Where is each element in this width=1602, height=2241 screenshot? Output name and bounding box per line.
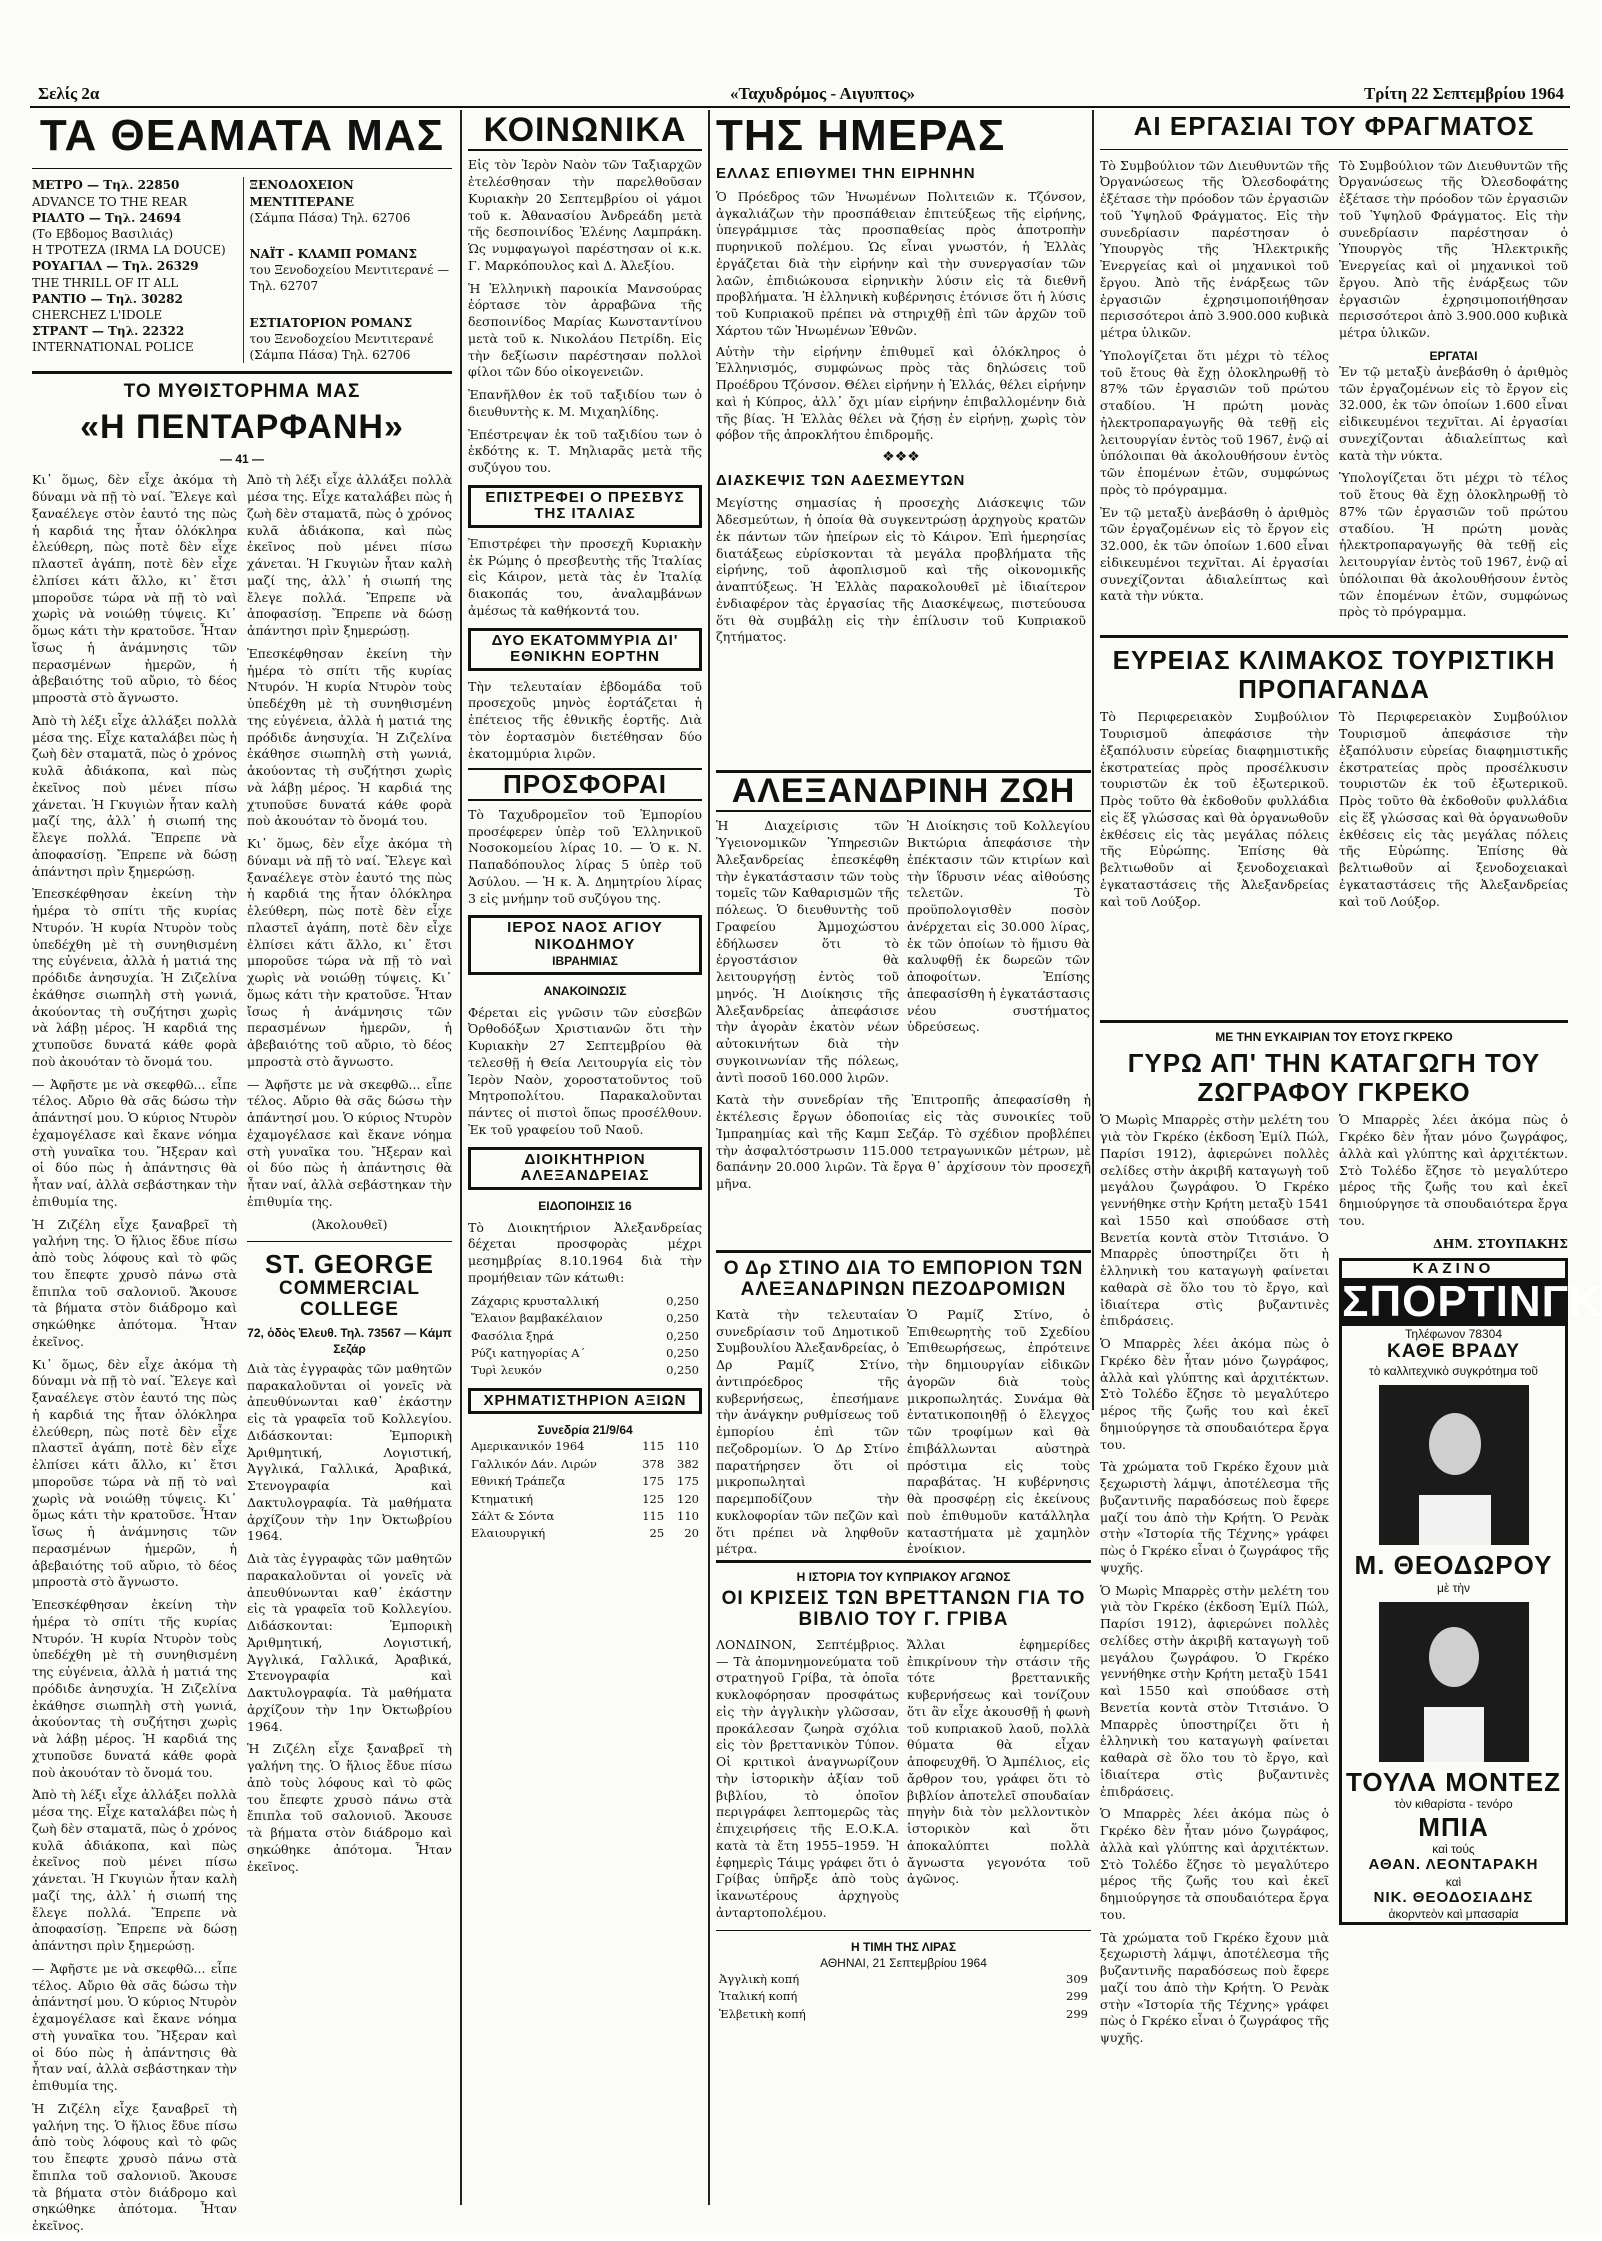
- greco-text: Ὁ Μπαρρὲς λέει ἀκόμα πὼς ὁ Γκρέκο δὲν ἦταν μόνο ζωγράφος, ἀλλὰ καὶ γλύπτης καὶ ἀρχιτέκτων. Στὸ Τολέδο ἔζησε τὸ μεγαλύτερο μέρος τῆς ζωῆς του καὶ ἐκεῖ δημιούργησε τὰ σπουδαιότερα ἔργα του.: [1100, 1336, 1329, 1452]
- greco-signature: ΔΗΜ. ΣΤΟΥΠΑΚΗΣ: [1432, 1235, 1568, 1251]
- column-rule: [1092, 110, 1094, 1410]
- novel-body: [32, 472, 452, 2241]
- greco-text: Τὰ χρώματα τοῦ Γκρέκο ἔχουν μιὰ ξεχωριστὴ λάμψι, ἀποτέλεσμα τῆς βυζαντινῆς παραδόσεως ποὺ ἔφερε μαζί του ἀπὸ τὴν Κρήτη. Ὁ Ρενὰκ στὴν «Ἱστορία τῆς Τέχνης» γράφει πὼς ὁ Γκρέκο εἶναι ὁ ζωγράφος τῆς ψυχῆς.: [1100, 1459, 1329, 1575]
- greco-title: ΓΥΡΩ ΑΠ' ΤΗΝ ΚΑΤΑΓΩΓΗ ΤΟΥ ΖΩΓΡΑΦΟΥ ΓΚΡΕΚΟ: [1127, 1048, 1541, 1107]
- casino-singer-desc: τὸν κιθαρίστα - τενόρο: [1394, 1797, 1513, 1812]
- tourism-text: Τὸ Περιφερειακὸν Συμβούλιον Τουρισμοῦ ἀπεφάσισε τὴν ἐξαπόλυσιν εὐρείας διαφημιστικῆς ἐκστρατείας πρὸς προσέλκυσιν τουριστῶν ἐκ τοῦ ἐξωτερικοῦ. Πρὸς τοῦτο θὰ ἐκδοθοῦν φυλλάδια εἰς ἕξ γλώσσας καὶ θὰ ὀργανωθοῦν ἐκθέσεις εἰς τὰς μεγάλας πόλεις τῆς Εὐρώπης. Ἐπίσης θὰ βελτιωθοῦν αἱ ξενοδοχειακαὶ ἐγκαταστάσεις τῆς Ἀλεξανδρείας καὶ τοῦ Λούξορ.: [1100, 709, 1329, 909]
- novel-paragraph: Ἐπεσκέφθησαν ἐκείνη τὴν ἡμέρα τὸ σπίτι τῆς κυρίας Ντυρόν. Ἡ κυρία Ντυρὸν τοὺς ὑπεδέχθη μὲ τὴ συνηθισμένη της εὐγένεια, ἀλλὰ ἡ ματιά της πρόδιδε ἀνησυχία. Ἡ Ζιζελίνα ἐκάθησε σιωπηλὴ στὴ γωνιά, ἀκούοντας τὴ συζήτησι χωρὶς νὰ λάβῃ μέρος. Ἡ καρδιά της χτυποῦσε δυνατά κάθε φορὰ ποὺ ἀκουόταν τὸ ὄνομά του.: [247, 645, 452, 829]
- stock-table: [468, 1438, 702, 1542]
- casino-musician: ΝΙΚ. ΘΕΟΔΟΣΙΑΔΗΣ: [1373, 1888, 1534, 1906]
- greco-col-b: [1339, 1112, 1602, 2053]
- dam-col-a: [1100, 158, 1329, 628]
- nonaligned-text: Μεγίστης σημασίας ἡ προσεχὴς Διάσκεψις τῶν Ἀδεσμεύτων, ἡ ὁποία θὰ συγκεντρώσῃ ἀρχηγοὺς κρατῶν ἐκ πάντων τῶν ἠπείρων εἰς τὸ Κάιρον. Ἐπὶ ἡμερησίας διατάξεως εὑρίσκονται τὰ μεγάλα προβλήματα τῆς εἰρήνης, τοῦ ἀφοπλισμοῦ καὶ τῆς οἰκονομικῆς ἀναπτύξεως. Ἡ Ἑλλὰς παρακολουθεῖ μὲ ἰδιαίτερον ἐνδιαφέρον τὰς ἐργασίας τῆς Διασκέψεως, πιστεύουσα ὅτι θὰ συμβάλῃ εἰς τὴν ἐπίλυσιν τοῦ Κυπριακοῦ ζητήματος.: [716, 495, 1086, 645]
- peace-headline: ΕΛΛΑΣ ΕΠΙΘΥΜΕΙ ΤΗΝ ΕΙΡΗΝΗΝ: [716, 165, 976, 183]
- venue-info: του Ξενοδοχείου Μεντιτερανέ — Τηλ. 62707: [249, 263, 450, 294]
- venue-info: του Ξενοδοχείου Μεντιτερανέ (Σάμπα Πάσα) Τηλ. 62706: [249, 331, 434, 362]
- tender-price-table: [468, 1293, 702, 1380]
- koinonika-title: ΚΟΙΝΩΝΙΚΑ: [468, 112, 702, 151]
- section-ornament: ❖❖❖: [882, 449, 920, 466]
- national-day-text: Τὴν τελευταίαν ἑβδομάδα τοῦ προσεχοῦς μηνὸς ἑορτάζεται ἡ ἐπέτειος τῆς ἐθνικῆς ἑορτῆς. Διὰ τὸν ἑορτασμὸν διετέθησαν δύο ἑκατομμύρια λιρῶν.: [468, 678, 702, 761]
- novel-paragraph: — Ἀφῆστε με νὰ σκεφθῶ... εἶπε τέλος. Αὔριο θὰ σᾶς δώσω τὴν ἀπάντησί μου. Ὁ κύριος Ντυρὸν ἐχαμογέλασε καὶ ἔκανε νόημα στὴ γυναῖκα του. Ἤξεραν καὶ οἱ δύο πὼς ἡ ἀπάντησις θὰ ἦταν ναί, ἀλλὰ σεβάστηκαν τὴν ἐπιθυμία της.: [32, 1960, 237, 2094]
- nikodimos-announcement: ΑΝΑΚΟΙΝΩΣΙΣ: [543, 983, 627, 998]
- tourism-body: [1100, 709, 1568, 910]
- casino-musician-desc: ἀκορντεὸν καὶ μπασαρία: [1388, 1907, 1519, 1922]
- koinonika-column: [468, 112, 702, 2202]
- lira-date: ΑΘΗΝΑΙ, 21 Σεπτεμβρίου 1964: [820, 1955, 987, 1970]
- table-row: Εθνική Τράπεζα 175 175: [471, 1474, 699, 1489]
- stock-exchange-session: Συνεδρία 21/9/64: [537, 1423, 633, 1438]
- table-row: Τυρὶ λευκόν 0,250: [471, 1363, 699, 1378]
- cyprus-text: Ἄλλαι ἐφημερίδες ἐπικρίνουν τὴν στάσιν τῆς τότε βρεττανικῆς κυβερνήσεως καὶ τονίζουν ὅτι ἂν εἶχε ἀκουσθῇ ἡ φωνὴ τοῦ κυπριακοῦ λαοῦ, πολλὰ θύματα θὰ εἶχαν ἀποφευχθῆ. Ὁ Ἀμπέλιος, εἰς ἄρθρον του, γράφει ὅτι τὸ βιβλίον ἀποτελεῖ σπουδαίαν πηγὴν διὰ τὸν μελλοντικὸν ἱστορικὸν καὶ ὅτι ἀποκαλύπτει πολλὰ ἄγνωστα γεγονότα τοῦ ἀγῶνος.: [907, 1636, 1090, 1887]
- lira-table: [716, 1971, 1091, 2023]
- cinema-venue: ΡΙΑΛΤΟ — Τηλ. 24694: [32, 210, 182, 225]
- stock-exchange-title: ΧΡΗΜΑΤΙΣΤΗΡΙΟΝ ΑΞΙΩΝ: [468, 1388, 702, 1415]
- italy-ambassador-text: Ἐπιστρέφει τὴν προσεχῆ Κυριακὴν ἐκ Ρώμης ὁ πρεσβευτὴς τῆς Ἰταλίας εἰς Κάιρον, μετὰ τὰς ἐν Ἰταλίᾳ διακοπάς του, ἀναλαμβάνων ἀμέσως τὰ καθήκοντά του.: [468, 535, 702, 618]
- greco-text: Ὁ Μωρὶς Μπαρρὲς στὴν μελέτη του γιὰ τὸν Γκρέκο (ἐκδοση Ἐμίλ Πώλ, Παρίσι 1912), ἀφιερώνει πολλὲς σελίδες στὴν ἀκριβῆ καταγωγὴ τοῦ μεγάλου ζωγράφου. Ὁ Γκρέκο γεννήθηκε στὴν Κρήτη μεταξὺ 1541 καὶ 1550 καὶ σπούδασε στὴ Βενετία κοντὰ στὸν Τιτσιάνο. Ὁ Μπαρρὲς ὑποστηρίζει ὅτι ἡ ἑλληνικὴ του καταγωγὴ φαίνεται καθαρὰ σὲ ὅλο του τὸ ἔργο, καὶ ἰδιαίτερα στὶς βυζαντινὲς ἐπιδράσεις.: [1100, 1112, 1329, 1329]
- dam-body: [1100, 158, 1568, 628]
- novel-paragraph: Ἡ Ζιζέλη εἶχε ξαναβρεῖ τὴ γαλήνη της. Ὁ ἥλιος ἔδυε πίσω ἀπὸ τοὺς λόφους καὶ τὸ φῶς του ἔπεφτε χρυσὸ πάνω στὰ ἔπιπλα τοῦ σαλονιοῦ. Ἄκουσε τὰ βήματα στὸν διάδρομο καὶ σηκώθηκε ἀπότομα. Ἦταν ἐκεῖνος.: [32, 2100, 237, 2234]
- singer-photo: [1379, 1602, 1529, 1762]
- cinema-venue: ΣΤΡΑΝΤ — Τηλ. 22322: [32, 324, 185, 339]
- stgeorge-title: ST. GEORGE: [265, 1249, 434, 1280]
- dam-column: [1100, 112, 1568, 1012]
- dam-text: Ὑπολογίζεται ὅτι μέχρι τὸ τέλος τοῦ ἔτους θὰ ἔχῃ ὁλοκληρωθῇ τὸ 87% τῶν ἐργασιῶν τοῦ πρώτου σταδίου. Ἡ πρώτη μονὰς ἠλεκτροπαραγωγῆς θὰ τεθῇ εἰς λειτουργίαν ἐντὸς τοῦ 1967, ἐνῷ αἱ ὑπόλοιπαι θὰ ἀκολουθήσουν ἐντὸς τῶν ἑπομένων ἐτῶν, συμφώνως πρὸς τὸ πρόγραμμα.: [1339, 470, 1568, 620]
- cinema-film: Η ΤΡΟΤΕΖΑ (IRMA LA DOUCE): [32, 243, 226, 258]
- stino-text: Κατὰ τὴν τελευταίαν συνεδρίασιν τοῦ Δημοτικοῦ Συμβουλίου Ἀλεξανδρείας, ὁ Δρ Ραμίζ Στίνο, ἀντιπρόεδρος τῆς κυβερνήσεως, ἐπεσήμανε τὴν ἀνάγκην ρυθμίσεως τοῦ ἐμπορίου ἐπὶ τῶν πεζοδρομίων. Ὁ Δρ Στίνο παρατήρησεν ὅτι οἱ μικροπωληταὶ παρεμποδίζουν τὴν κυκλοφορίαν τῶν πεζῶν καὶ ὅτι πρέπει νὰ ληφθοῦν μέτρα.: [716, 1306, 899, 1557]
- administration-text: Τὸ Διοικητήριον Ἀλεξανδρείας δέχεται προσφορὰς μέχρι μεσημβρίας 8.10.1964 διὰ τὴν προμήθειαν τῶν κάτωθι:: [468, 1219, 702, 1285]
- greco-text: Ὁ Μπαρρὲς λέει ἀκόμα πὼς ὁ Γκρέκο δὲν ἦταν μόνο ζωγράφος, ἀλλὰ καὶ γλύπτης καὶ ἀρχιτέκτων. Στὸ Τολέδο ἔζησε τὸ μεγαλύτερο μέρος τῆς ζωῆς του καὶ ἐκεῖ δημιούργησε τὰ σπουδαιότερα ἔργα του.: [1339, 1112, 1568, 1228]
- cinema-film: (Το Εβδομος Βασιλιάς): [32, 226, 174, 241]
- alex-life-section: [716, 770, 1091, 1240]
- novel-paragraph: Ἀπὸ τὴ λέξι εἶχε ἀλλάξει πολλὰ μέσα της. Εἶχε καταλάβει πὼς ἡ ζωὴ δὲν σταματᾶ, πὼς ὁ χρόνος κυλᾶ ἀδιάκοπα, καὶ πὼς ἐκεῖνος ποὺ μένει πίσω χάνεται. Ἡ Γκυγιὼν ἦταν καλὴ μαζί της, ἀλλ᾿ ἡ σιωπή της ἔλεγε πολλά. Ἔπρεπε νὰ ἀποφασίσῃ. Ἔπρεπε νὰ δώσῃ ἀπάντησι πρὶν ξημερώσῃ.: [247, 472, 452, 639]
- dam-workers-subhead: ΕΡΓΑΤΑΙ: [1429, 348, 1478, 363]
- novel-kicker: ΤΟ ΜΥΘΙΣΤΟΡΗΜΑ ΜΑΣ: [123, 381, 361, 403]
- novel-continued: (Ἀκολουθεῖ): [311, 1216, 388, 1232]
- stgeorge-address: 72, ὁδὸς Ἐλευθ. Τηλ. 73567 — Κάμπ Σεζάρ: [247, 1325, 452, 1356]
- alex-life-body: [716, 818, 1091, 1086]
- issue-date: Τρίτη 22 Σεπτεμβρίου 1964: [1363, 84, 1564, 103]
- national-day-title: ΔΥΟ ΕΚΑΤΟΜΜΥΡΙΑ ΔΙ' ΕΘΝΙΚΗΝ ΕΟΡΤΗΝ: [468, 628, 702, 671]
- dam-text: Ἐν τῷ μεταξὺ ἀνεβάσθη ὁ ἀριθμὸς τῶν ἐργαζομένων εἰς τὸ ἔργον εἰς 32.000, ἐκ τῶν ὁποίων 1.600 εἶναι εἰδικευμένοι τεχνῖται. Αἱ ἐργασίαι συνεχίζονται ἀδιαλείπτως καὶ κατὰ τὴν νύκτα.: [1339, 363, 1568, 463]
- page-number: Σελίς 2α: [38, 84, 100, 103]
- table-row: Ἀγγλικὴ κοπή 309: [719, 1971, 1088, 1986]
- greco-kicker: ΜΕ ΤΗΝ ΕΥΚΑΙΡΙΑΝ ΤΟΥ ΕΤΟΥΣ ΓΚΡΕΚΟ: [1100, 1020, 1568, 1045]
- stgeorge-subtitle: COMMERCIAL COLLEGE: [279, 1277, 420, 1320]
- alex-life-text: Ἡ Διοίκησις τοῦ Κολλεγίου Βικτώρια ἀπεφάσισε τὴν ἐπέκτασιν τῶν κτιρίων καὶ τὴν ἵδρυσιν νέας αἰθούσης τελετῶν. Τὸ προϋπολογισθὲν ποσὸν ἀνέρχεται εἰς 30.000 λίρας, ἐκ τῶν ὁποίων τὸ ἥμισυ θὰ καλυφθῇ ἐκ δωρεῶν τῶν ἀποφοίτων. Ἐπίσης ἀπεφασίσθη ἡ ἐγκατάστασις νέου συστήματος ὑδρεύσεως.: [907, 818, 1090, 1035]
- cinema-venue: ΡΑΝΤΙΟ — Τηλ. 30282: [32, 291, 183, 306]
- casino-and: καὶ: [1445, 1874, 1462, 1889]
- table-row: Ελαιουργική 25 20: [471, 1526, 699, 1541]
- greco-col-a: [1100, 1112, 1329, 2053]
- venue-name: ΕΣΤΙΑΤΟΡΙΟΝ ΡΟΜΑΝΣ: [249, 315, 413, 330]
- table-row: Ἑλβετικὴ κοπή 299: [719, 2006, 1088, 2021]
- nikodimos-text: Φέρεται εἰς γνῶσιν τῶν εὐσεβῶν Ὀρθοδόξων Χριστιανῶν ὅτι τὴν Κυριακὴν 27 Σεπτεμβρίου θὰ τελεσθῇ ἡ Θεία Λειτουργία εἰς τὸν Ἱερὸν Ναὸν, χοροστατοῦντος τοῦ Μητροπολίτου. Παρακαλοῦνται πάντες οἱ πιστοὶ ὅπως προσέλθουν. Ἐκ τοῦ γραφείου τοῦ Ναοῦ.: [468, 1004, 702, 1137]
- novel-paragraph: Ἐπεσκέφθησαν ἐκείνη τὴν ἡμέρα τὸ σπίτι τῆς κυρίας Ντυρόν. Ἡ κυρία Ντυρὸν τοὺς ὑπεδέχθη μὲ τὴ συνηθισμένη της εὐγένεια, ἀλλὰ ἡ ματιά της πρόδιδε ἀνησυχία. Ἡ Ζιζελίνα ἐκάθησε σιωπηλὴ στὴ γωνιά, ἀκούοντας τὴ συζήτησι χωρὶς νὰ λάβῃ μέρος. Ἡ καρδιά της χτυποῦσε δυνατά κάθε φορὰ ποὺ ἀκουόταν τὸ ὄνομά του.: [32, 1597, 237, 1780]
- cinema-film: ADVANCE TO THE REAR: [32, 194, 188, 209]
- venue-list: [243, 177, 453, 363]
- table-row: Σάλτ & Σόντα 115 110: [471, 1508, 699, 1523]
- alex-life-title: ΑΛΕΞΑΝΔΡΙΝΗ ΖΩΗ: [716, 770, 1091, 812]
- administration-subtitle: ΕΙΔΟΠΟΙΗΣΙΣ 16: [538, 1198, 632, 1213]
- cinema-film: CHERCHEZ L'IDOLE: [32, 307, 163, 322]
- alex-life-text: Κατὰ τὴν συνεδρίαν τῆς Ἐπιτροπῆς ἀπεφασίσθη ἡ ἐκτέλεσις ἔργων ὀδοποιίας εἰς τὰς συνοικίες τοῦ Ἰμπραημίας καὶ τῆς Καμπ Σεζάρ. Τὸ σχέδιον προβλέπει τὴν ἀσφαλτόστρωσιν 115.000 τετραγωνικῶν μέτρων, μὲ δαπάνην 20.000 λιρῶν. Τὰ ἔργα θ᾿ ἀρχίσουν τὸν προσεχῆ μῆνα.: [716, 1092, 1091, 1192]
- table-row: Ζάχαρις κρυσταλλική 0,250: [471, 1293, 699, 1308]
- dam-text: Τὸ Συμβούλιον τῶν Διευθυντῶν τῆς Ὀργανώσεως τῆς Ὀλεσδοφάτης ἐξέτασε τὴν πρόοδον τῶν ἐργασιῶν τοῦ Ὑψηλοῦ Φράγματος. Εἰς τὴν συνεδρίασιν παρέστησαν ὁ Ὑπουργὸς τῆς Ἠλεκτρικῆς Ἐνεργείας καὶ οἱ μηχανικοὶ τοῦ ἔργου. Ἀπὸ τῆς ἐνάρξεως τῶν ἐργασιῶν ἐχρησιμοποιήθησαν περισσότεροι ἀπὸ 3.900.000 κυβικὰ μέτρα ὑλικῶν.: [1339, 157, 1568, 341]
- table-row: Ἔλαιον βαμβακέλαιον 0,250: [471, 1311, 699, 1326]
- table-row: Ἰταλική κοπή 299: [719, 1989, 1088, 2004]
- novel-paragraph: Ἀπὸ τὴ λέξι εἶχε ἀλλάξει πολλὰ μέσα της. Εἶχε καταλάβει πὼς ἡ ζωὴ δὲν σταματᾶ, πὼς ὁ χρόνος κυλᾶ ἀδιάκοπα, καὶ πὼς ἐκεῖνος ποὺ μένει πίσω χάνεται. Ἡ Γκυγιὼν ἦταν καλὴ μαζί της, ἀλλ᾿ ἡ σιωπή της ἔλεγε πολλά. Ἔπρεπε νὰ ἀποφασίσῃ. Ἔπρεπε νὰ δώσῃ ἀπάντησι πρὶν ξημερώσῃ.: [32, 1787, 237, 1954]
- spacer: [716, 762, 1091, 770]
- cinema-list: [32, 177, 235, 363]
- casino-artist: Μ. ΘΕΟΔΩΡΟΥ: [1354, 1550, 1553, 1581]
- cyprus-body: [716, 1637, 1091, 1922]
- dam-title: ΑΙ ΕΡΓΑΣΙΑΙ ΤΟΥ ΦΡΑΓΜΑΤΟΣ: [1133, 111, 1535, 141]
- venue-name: ΝΑΪΤ - ΚΛΑΜΠ ΡΟΜΑΝΣ: [249, 246, 418, 261]
- prosfores-title: ΠΡΟΣΦΟΡΑΙ: [468, 768, 702, 801]
- casino-tel: Τηλέφωνον 78304: [1404, 1327, 1502, 1342]
- casino-musician: ΑΘΑΝ. ΛΕΟΝΤΑΡΑΚΗ: [1368, 1856, 1539, 1874]
- cyprus-title: ΟΙ ΚΡΙΣΕΙΣ ΤΩΝ ΒΡΕΤΤΑΝΩΝ ΓΙΑ ΤΟ ΒΙΒΛΙΟ ΤΟΥ Γ. ΓΡΙΒΑ: [721, 1588, 1086, 1630]
- dam-text: Ὑπολογίζεται ὅτι μέχρι τὸ τέλος τοῦ ἔτους θὰ ἔχῃ ὁλοκληρωθῇ τὸ 87% τῶν ἐργασιῶν τοῦ πρώτου σταδίου. Ἡ πρώτη μονὰς ἠλεκτροπαραγωγῆς θὰ τεθῇ εἰς λειτουργίαν ἐντὸς τοῦ 1967, ἐνῷ αἱ ὑπόλοιπαι θὰ ἀκολουθήσουν ἐντὸς τῶν ἑπομένων ἐτῶν, συμφώνως πρὸς τὸ πρόγραμμα.: [1100, 347, 1329, 497]
- dam-col-b: [1339, 158, 1568, 628]
- dam-text: Τὸ Συμβούλιον τῶν Διευθυντῶν τῆς Ὀργανώσεως τῆς Ὀλεσδοφάτης ἐξέτασε τὴν πρόοδον τῶν ἐργασιῶν τοῦ Ὑψηλοῦ Φράγματος. Εἰς τὴν συνεδρίασιν παρέστησαν ὁ Ὑπουργὸς τῆς Ἠλεκτρικῆς Ἐνεργείας καὶ οἱ μηχανικοὶ τοῦ ἔργου. Ἀπὸ τῆς ἐνάρξεως τῶν ἐργασιῶν ἐχρησιμοποιήθησαν περισσότεροι ἀπὸ 3.900.000 κυβικὰ μέτρα ὑλικῶν.: [1100, 157, 1329, 341]
- novel-paragraph: Ἡ Ζιζέλη εἶχε ξαναβρεῖ τὴ γαλήνη της. Ὁ ἥλιος ἔδυε πίσω ἀπὸ τοὺς λόφους καὶ τὸ φῶς του ἔπεφτε χρυσὸ πάνω στὰ ἔπιπλα τοῦ σαλονιοῦ. Ἄκουσε τὰ βήματα στὸν διάδρομο καὶ σηκώθηκε ἀπότομα. Ἦταν ἐκεῖνος.: [247, 1741, 452, 1874]
- novel-paragraph: Κι᾿ ὅμως, δὲν εἶχε ἀκόμα τὴ δύναμι νὰ πῇ τὸ ναί. Ἔλεγε καὶ ξαναέλεγε στὸν ἑαυτό της πὼς ἡ καρδιά της ἦταν ὁλόκληρα ἐλεύθερη, πὼς ποτὲ δὲν εἶχε πλαστεῖ ἀγάπη, ποτὲ δὲν εἶχε ἐλπίσει κάτι ἄλλο, κι᾿ ἔτσι μποροῦσε τώρα νὰ πῇ τὸ ναὶ χωρὶς νὰ νοιώθῃ τύψεις. Κι᾿ ὅμως κάτι τὴν κρατοῦσε. Ἦταν ἴσως ἡ ἀνάμνησις τῶν περασμένων ἡμερῶν, ἡ ἀβεβαιότης τοῦ αὔριο, τὸ δέος μπροστὰ στὸ ἄγνωστο.: [247, 836, 452, 1069]
- cyprus-kicker: Η ΙΣΤΟΡΙΑ ΤΟΥ ΚΥΠΡΙΑΚΟΥ ΑΓΩΝΟΣ: [716, 1560, 1091, 1585]
- novel-title: «Η ΠΕΝΤΑΡΦΑΝΗ»: [80, 407, 404, 446]
- novel-paragraph: — Ἀφῆστε με νὰ σκεφθῶ... εἶπε τέλος. Αὔριο θὰ σᾶς δώσω τὴν ἀπάντησί μου. Ὁ κύριος Ντυρὸν ἐχαμογέλασε καὶ ἔκανε νόημα στὴ γυναῖκα του. Ἤξεραν καὶ οἱ δύο πὼς ἡ ἀπάντησις θὰ ἦταν ναί, ἀλλὰ σεβάστηκαν τὴν ἐπιθυμία της.: [32, 1076, 237, 1209]
- nonaligned-headline: ΔΙΑΣΚΕΨΙΣ ΤΩΝ ΑΔΕΣΜΕΥΤΩΝ: [716, 471, 966, 489]
- casino-label: ΚΑΖΙΝΟ: [1412, 1260, 1495, 1278]
- greco-section: [1100, 1020, 1602, 2200]
- casino-and: καὶ τούς: [1432, 1842, 1475, 1857]
- casino-ad: [1339, 1258, 1602, 1925]
- koinonika-item: Ἡ Ἑλληνικὴ παροικία Μανσούρας ἐόρτασε τὸν ἀρραβῶνα τῆς δεσποινίδος Μαρίας Κωνσταντίνου μετὰ τοῦ κ. Νικολάου Πετρίδη. Εἰς τὴν δεξίωσιν παρέστησαν πολλοὶ φίλοι τῶν δύο οἰκογενειῶν.: [468, 280, 702, 380]
- novel-paragraph: Ἡ Ζιζέλη εἶχε ξαναβρεῖ τὴ γαλήνη της. Ὁ ἥλιος ἔδυε πίσω ἀπὸ τοὺς λόφους καὶ τὸ φῶς του ἔπεφτε χρυσὸ πάνω στὰ ἔπιπλα τοῦ σαλονιοῦ. Ἄκουσε τὰ βήματα στὸν διάδρομο καὶ σηκώθηκε ἀπότομα. Ἦταν ἐκεῖνος.: [32, 1216, 237, 1349]
- koinonika-item: Ἐπέστρεψαν ἐκ τοῦ ταξιδίου των ὁ ἐκδότης κ. Τ. Μηλιαρᾶς μετὰ τῆς συζύγου του.: [468, 426, 702, 476]
- venue-name: ΞΕΝΟΔΟΧΕΙΟΝ ΜΕΝΤΙΤΕΡΑΝΕ: [249, 178, 354, 209]
- nikodimos-subtitle: ΙΒΡΑΗΜΙΑΣ: [552, 954, 618, 969]
- tourism-title: ΕΥΡΕΙΑΣ ΚΛΙΜΑΚΟΣ ΤΟΥΡΙΣΤΙΚΗ ΠΡΟΠΑΓΑΝΔΑ: [1112, 645, 1556, 704]
- venue-info: (Σάμπα Πάσα) Τηλ. 62706: [249, 210, 411, 225]
- cyprus-text: ΛΟΝΔΙΝΟΝ, Σεπτέμβριος. — Τὰ ἀπομνημονεύματα τοῦ στρατηγοῦ Γρίβα, τὰ ὁποῖα κυκλοφόρησαν προσφάτως εἰς τὴν ἀγγλικὴν γλῶσσαν, προκάλεσαν ζωηρὰ σχόλια εἰς τὸν βρεττανικὸν Τύπον. Οἱ κριτικοὶ ἀναγνωρίζουν τὴν ἱστορικὴν ἀξίαν τοῦ βιβλίου, τὸ ὁποῖον περιγράφει λεπτομερῶς τὰς ἐπιχειρήσεις τῆς Ε.Ο.Κ.Α. κατὰ τὰ ἔτη 1955–1959. Ἡ ἐφημερὶς Τάιμς γράφει ὅτι ὁ Γρίβας ὑπῆρξε ἀπὸ τοὺς ἱκανωτέρους ἀρχηγοὺς ἀνταρτοπολέμου.: [716, 1636, 899, 1920]
- cinema-film: THE THRILL OF IT ALL: [32, 275, 179, 290]
- column-rule: [460, 110, 462, 2205]
- column-rule: [708, 110, 710, 2205]
- casino-ensemble: τὸ καλλιτεχνικὸ συγκρότημα τοῦ: [1369, 1364, 1538, 1379]
- theamata-title: ΤΑ ΘΕΑΜΑΤΑ ΜΑΣ: [39, 111, 445, 160]
- table-row: Φασόλια ξηρά 0,250: [471, 1328, 699, 1343]
- alex-life-text: Ἡ Διαχείρισις τῶν Ὑγειονομικῶν Ὑπηρεσιῶν Ἀλεξανδρείας ἐπεσκέφθη τὴν ἐγκατάστασιν τῶν τοὺς τομεῖς τῶν Καθαρισμῶν τῆς πόλεως. Ὁ διευθυντὴς τοῦ Γραφείου Ἀμμοχώστου ἐδήλωσεν ὅτι τὸ ἐργοστάσιον θὰ λειτουργήσῃ ἐντὸς τοῦ μηνός. Ἡ Διοίκησις τῆς Ἀλεξανδρείας ἀπεφάσισε τὴν ἀγορὰν ἑκατὸν νέων αὐτοκινήτων διὰ τὴν συγκοινωνίαν τῆς πόλεως, ἀντὶ ποσοῦ 160.000 λιρῶν.: [716, 818, 899, 1085]
- greco-body: [1100, 1112, 1602, 2053]
- novel-paragraph: Ἀπὸ τὴ λέξι εἶχε ἀλλάξει πολλὰ μέσα της. Εἶχε καταλάβει πὼς ἡ ζωὴ δὲν σταματᾶ, πὼς ὁ χρόνος κυλᾶ ἀδιάκοπα, καὶ πὼς ἐκεῖνος ποὺ μένει πίσω χάνεται. Ἡ Γκυγιὼν ἦταν καλὴ μαζί της, ἀλλ᾿ ἡ σιωπή της ἔλεγε πολλά. Ἔπρεπε νὰ ἀποφασίσῃ. Ἔπρεπε νὰ δώσῃ ἀπάντησι πρὶν ξημερώσῃ.: [32, 712, 237, 879]
- stino-text: Ὁ Ραμίζ Στίνο, ὁ Ἐπιθεωρητὴς τοῦ Σχεδίου Ἐπιθεωρήσεως, ἐπρότεινε τὴν δημιουργίαν εἰδικῶν ἀγορῶν διὰ τοὺς μικροπωλητάς. Συνάμα θὰ ἐντατικοποιηθῇ ὁ ἔλεγχος τῶν τροφίμων καὶ θὰ ἐπιβάλλωνται αὐστηρὰ πρόστιμα εἰς τοὺς παραβάτας. Ἡ κυβέρνησις θὰ προσφέρῃ εἰς ἐκείνους ποὺ ἐπιθυμοῦν κατάλληλα καταστήματα μὲ χαμηλὸν ἐνοίκιον.: [907, 1306, 1090, 1557]
- novel-col-b: [247, 472, 452, 2241]
- peace-text: Αὐτὴν τὴν εἰρήνην ἐπιθυμεῖ καὶ ὁλόκληρος ὁ Ἑλληνισμός, συμφώνως πρὸς τὰς δηλώσεις τοῦ Προέδρου Τζόνσον. Θέλει εἰρήνην ἡ Ἑλλάς, θέλει εἰρήνην καὶ ἡ Κύπρος, ἀλλ᾿ ὄχι μίαν εἰρήνην ἐπιβαλλομένην διὰ τῆς βίας. Ἡ Ἑλλὰς θέλει νὰ ζήσῃ ἐν εἰρήνῃ, χωρὶς τὸν φόβον τῆς ἀπροκλήτου ἐπιδρομῆς.: [716, 343, 1086, 443]
- dam-text: Ἐν τῷ μεταξὺ ἀνεβάσθη ὁ ἀριθμὸς τῶν ἐργαζομένων εἰς τὸ ἔργον εἰς 32.000, ἐκ τῶν ὁποίων 1.600 εἶναι εἰδικευμένοι τεχνῖται. Αἱ ἐργασίαι συνεχίζονται ἀδιαλείπτως καὶ κατὰ τὴν νύκτα.: [1100, 504, 1329, 604]
- greco-text: Ὁ Μπαρρὲς λέει ἀκόμα πὼς ὁ Γκρέκο δὲν ἦταν μόνο ζωγράφος, ἀλλὰ καὶ γλύπτης καὶ ἀρχιτέκτων. Στὸ Τολέδο ἔζησε τὸ μεγαλύτερο μέρος τῆς ζωῆς του καὶ ἐκεῖ δημιούργησε τὰ σπουδαιότερα ἔργα του.: [1100, 1806, 1329, 1922]
- prosfores-text: Τὸ Ταχυδρομεῖον τοῦ Ἐμπορίου προσέφερεν ὑπὲρ τοῦ Ἑλληνικοῦ Νοσοκομείου λίρας 10. — Ὁ κ. Ν. Παπαδόπουλος λίρας 5 ὑπὲρ τοῦ Ἀσύλου. — Ἡ κ. Ἀ. Δημητρίου λίρας 3 εἰς μνήμην τοῦ συζύγου της.: [468, 806, 702, 906]
- novel-col-a: [32, 472, 237, 2241]
- table-row: Κτηματική 125 120: [471, 1491, 699, 1506]
- cinema-venue: ΜΕΤΡΟ — Τηλ. 22850: [32, 178, 180, 193]
- greco-text: Ὁ Μωρὶς Μπαρρὲς στὴν μελέτη του γιὰ τὸν Γκρέκο (ἐκδοση Ἐμίλ Πώλ, Παρίσι 1912), ἀφιερώνει πολλὲς σελίδες στὴν ἀκριβῆ καταγωγὴ τοῦ μεγάλου ζωγράφου. Ὁ Γκρέκο γεννήθηκε στὴν Κρήτη μεταξὺ 1541 καὶ 1550 καὶ σπούδασε στὴ Βενετία κοντὰ στὸν Τιτσιάνο. Ὁ Μπαρρὲς ὑποστηρίζει ὅτι ἡ ἑλληνικὴ του καταγωγὴ φαίνεται καθαρὰ σὲ ὅλο του τὸ ἔργο, καὶ ἰδιαίτερα στὶς βυζαντινὲς ἐπιδράσεις.: [1100, 1582, 1329, 1799]
- tourism-text: Τὸ Περιφερειακὸν Συμβούλιον Τουρισμοῦ ἀπεφάσισε τὴν ἐξαπόλυσιν εὐρείας διαφημιστικῆς ἐκστρατείας πρὸς προσέλκυσιν τουριστῶν ἐκ τοῦ ἐξωτερικοῦ. Πρὸς τοῦτο θὰ ἐκδοθοῦν φυλλάδια εἰς ἕξ γλώσσας καὶ θὰ ὀργανωθοῦν ἐκθέσεις εἰς τὰς μεγάλας πόλεις τῆς Εὐρώπης. Ἐπίσης θὰ βελτιωθοῦν αἱ ξενοδοχειακαὶ ἐγκαταστάσεις τῆς Ἀλεξανδρείας καὶ τοῦ Λούξορ.: [1339, 709, 1568, 909]
- koinonika-item: Ἐπανῆλθον ἐκ τοῦ ταξιδίου των ὁ διευθυντὴς κ. Μ. Μιχαηλίδης.: [468, 387, 702, 419]
- novel-paragraph: Κι᾿ ὅμως, δὲν εἶχε ἀκόμα τὴ δύναμι νὰ πῇ τὸ ναί. Ἔλεγε καὶ ξαναέλεγε στὸν ἑαυτό της πὼς ἡ καρδιά της ἦταν ὁλόκληρα ἐλεύθερη, πὼς ποτὲ δὲν εἶχε πλαστεῖ ἀγάπη, ποτὲ δὲν εἶχε ἐλπίσει κάτι ἄλλο, κι᾿ ἔτσι μποροῦσε τώρα νὰ πῇ τὸ ναὶ χωρὶς νὰ νοιώθῃ τύψεις. Κι᾿ ὅμως κάτι τὴν κρατοῦσε. Ἦταν ἴσως ἡ ἀνάμνησις τῶν περασμένων ἡμερῶν, ἡ ἀβεβαιότης τοῦ αὔριο, τὸ δέος μπροστὰ στὸ ἄγνωστο.: [32, 472, 237, 706]
- artist-photo: [1379, 1385, 1529, 1545]
- cyprus-section: [716, 1560, 1091, 2200]
- novel-paragraph: Ἐπεσκέφθησαν ἐκείνη τὴν ἡμέρα τὸ σπίτι τῆς κυρίας Ντυρόν. Ἡ κυρία Ντυρὸν τοὺς ὑπεδέχθη μὲ τὴ συνηθισμένη της εὐγένεια, ἀλλὰ ἡ ματιά της πρόδιδε ἀνησυχία. Ἡ Ζιζελίνα ἐκάθησε σιωπηλὴ στὴ γωνιά, ἀκούοντας τὴ συζήτησι χωρὶς νὰ λάβῃ μέρος. Ἡ καρδιά της χτυποῦσε δυνατά κάθε φορὰ ποὺ ἀκουόταν τὸ ὄνομά του.: [32, 886, 237, 1069]
- imeras-title: ΤΗΣ ΗΜΕΡΑΣ: [716, 111, 1006, 160]
- casino-singer: ΤΟΥΛΑ ΜΟΝΤΕΖ: [1346, 1766, 1561, 1797]
- casino-every-night: ΚΑΘΕ ΒΡΑΔΥ: [1387, 1341, 1520, 1363]
- peace-text: Ὁ Πρόεδρος τῶν Ἡνωμένων Πολιτειῶν κ. Τζόνσον, ἀγκαλιάζων τὴν προσπάθειαν ἐπιτεύξεως τῆς εἰρήνης, ὑπεγράμμισε τὰς προσπαθείας πρὸς ἀποτροπὴν πυρηνικοῦ πολέμου. Ὡς εἶναι γνωστόν, ἡ Ἑλλὰς ἐργάζεται διὰ τὴν εἰρήνην καὶ τὴν συνεργασίαν τῶν λαῶν, ἐπιδιώκουσα εἰρηνικὴν λύσιν εἰς τὰ διεθνῆ προβλήματα. Ἡ ἑλληνικὴ κυβέρνησις ἐτόνισε ὅτι ἡ λύσις τοῦ Κυπριακοῦ πρέπει νὰ στηριχθῇ ἐπὶ τῶν ἀρχῶν τοῦ Χάρτου τῶν Ἡνωμένων Ἐθνῶν.: [716, 188, 1086, 338]
- novel-chapter: — 41 —: [219, 452, 264, 467]
- casino-guitarist: ΜΠΙΑ: [1418, 1811, 1489, 1842]
- masthead: [30, 84, 1570, 108]
- casino-name: ΣΠΟΡΤΙΝΓΚ: [1342, 1276, 1602, 1326]
- stino-title: Ο Δρ ΣΤΙΝΟ ΔΙΑ ΤΟ ΕΜΠΟΡΙΟΝ ΤΩΝ ΑΛΕΞΑΝΔΡΙΝΩΝ ΠΕΖΟΔΡΟΜΙΩΝ: [716, 1250, 1091, 1301]
- table-row: Ρύζι κατηγορίας Α΄ 0,250: [471, 1345, 699, 1360]
- stino-body: [716, 1307, 1091, 1558]
- table-row: Γαλλικόν Δάν. Λιρών 378 382: [471, 1456, 699, 1471]
- theamata-listing: [32, 177, 452, 363]
- casino-with: μὲ τὴν: [1436, 1580, 1470, 1595]
- newspaper-name: «Ταχυδρόμος - Αιγυπτος»: [730, 84, 916, 103]
- cinema-venue: ΡΟΥΑΓΙΑΛ — Τηλ. 26329: [32, 259, 199, 274]
- stino-section: [716, 1250, 1091, 1557]
- koinonika-item: Εἰς τὸν Ἱερὸν Ναὸν τῶν Ταξιαρχῶν ἐτελέσθησαν τὴν παρελθοῦσαν Κυριακὴν 20 Σεπτεμβρίου οἱ γάμοι τοῦ κ. Ἀθανασίου Ἀνδρεάδη μετὰ τῆς δεσποινίδος Ἑλένης Λαμπράκη. Ὡς νυμφαγωγοὶ παρέστησαν οἱ κ.κ. Γ. Μαρκόπουλος καὶ Δ. Ἀλεξίου.: [468, 157, 702, 273]
- cinema-film: INTERNATIONAL POLICE: [32, 340, 194, 355]
- novel-paragraph: Κι᾿ ὅμως, δὲν εἶχε ἀκόμα τὴ δύναμι νὰ πῇ τὸ ναί. Ἔλεγε καὶ ξαναέλεγε στὸν ἑαυτό της πὼς ἡ καρδιά της ἦταν ὁλόκληρα ἐλεύθερη, πὼς ποτὲ δὲν εἶχε πλαστεῖ ἀγάπη, ποτὲ δὲν εἶχε ἐλπίσει κάτι ἄλλο, κι᾿ ἔτσι μποροῦσε τώρα νὰ πῇ τὸ ναὶ χωρὶς νὰ νοιώθῃ τύψεις. Κι᾿ ὅμως κάτι τὴν κρατοῦσε. Ἦταν ἴσως ἡ ἀνάμνησις τῶν περασμένων ἡμερῶν, ἡ ἀβεβαιότης τοῦ αὔριο, τὸ δέος μπροστὰ στὸ ἄγνωστο.: [32, 1356, 237, 1590]
- stgeorge-text: Διὰ τὰς ἐγγραφὰς τῶν μαθητῶν παρακαλοῦνται οἱ γονεῖς νὰ ἀπευθύνωνται καθ᾿ ἑκάστην εἰς τὰ γραφεῖα τοῦ Κολλεγίου. Διδάσκονται: Ἐμπορικὴ Ἀριθμητική, Λογιστική, Ἀγγλικά, Γαλλικά, Ἀραβικά, Στενογραφία καὶ Δακτυλογραφία. Τὰ μαθήματα ἀρχίζουν τὴν 1ην Ὀκτωβρίου 1964.: [247, 1360, 452, 1544]
- lira-title: Η ΤΙΜΗ ΤΗΣ ΛΙΡΑΣ: [850, 1939, 957, 1954]
- italy-ambassador-title: ΕΠΙΣΤΡΕΦΕΙ Ο ΠΡΕΣΒΥΣ ΤΗΣ ΙΤΑΛΙΑΣ: [468, 485, 702, 528]
- table-row: Αμερικανικόν 1964 115 110: [471, 1439, 699, 1454]
- novel-paragraph: — Ἀφῆστε με νὰ σκεφθῶ... εἶπε τέλος. Αὔριο θὰ σᾶς δώσω τὴν ἀπάντησί μου. Ὁ κύριος Ντυρὸν ἐχαμογέλασε καὶ ἔκανε νόημα στὴ γυναῖκα του. Ἤξεραν καὶ οἱ δύο πὼς ἡ ἀπάντησις θὰ ἦταν ναί, ἀλλὰ σεβάστηκαν τὴν ἐπιθυμία της.: [247, 1076, 452, 1209]
- left-column: [32, 111, 452, 2234]
- nikodimos-box: [468, 915, 702, 974]
- nikodimos-title: ΙΕΡΟΣ ΝΑΟΣ ΑΓΙΟΥ ΝΙΚΟΔΗΜΟΥ: [507, 919, 663, 953]
- administration-title: ΔΙΟΙΚΗΤΗΡΙΟΝ ΑΛΕΞΑΝΔΡΕΙΑΣ: [468, 1147, 702, 1190]
- stgeorge-text: Διὰ τὰς ἐγγραφὰς τῶν μαθητῶν παρακαλοῦνται οἱ γονεῖς νὰ ἀπευθύνωνται καθ᾿ ἑκάστην εἰς τὰ γραφεῖα τοῦ Κολλεγίου. Διδάσκονται: Ἐμπορικὴ Ἀριθμητική, Λογιστική, Ἀγγλικά, Γαλλικά, Ἀραβικά, Στενογραφία καὶ Δακτυλογραφία. Τὰ μαθήματα ἀρχίζουν τὴν 1ην Ὀκτωβρίου 1964.: [247, 1551, 452, 1734]
- greco-text: Τὰ χρώματα τοῦ Γκρέκο ἔχουν μιὰ ξεχωριστὴ λάμψι, ἀποτέλεσμα τῆς βυζαντινῆς παραδόσεως ποὺ ἔφερε μαζί του ἀπὸ τὴν Κρήτη. Ὁ Ρενὰκ στὴν «Ἱστορία τῆς Τέχνης» γράφει πὼς ὁ Γκρέκο εἶναι ὁ ζωγράφος τῆς ψυχῆς.: [1100, 1929, 1329, 2046]
